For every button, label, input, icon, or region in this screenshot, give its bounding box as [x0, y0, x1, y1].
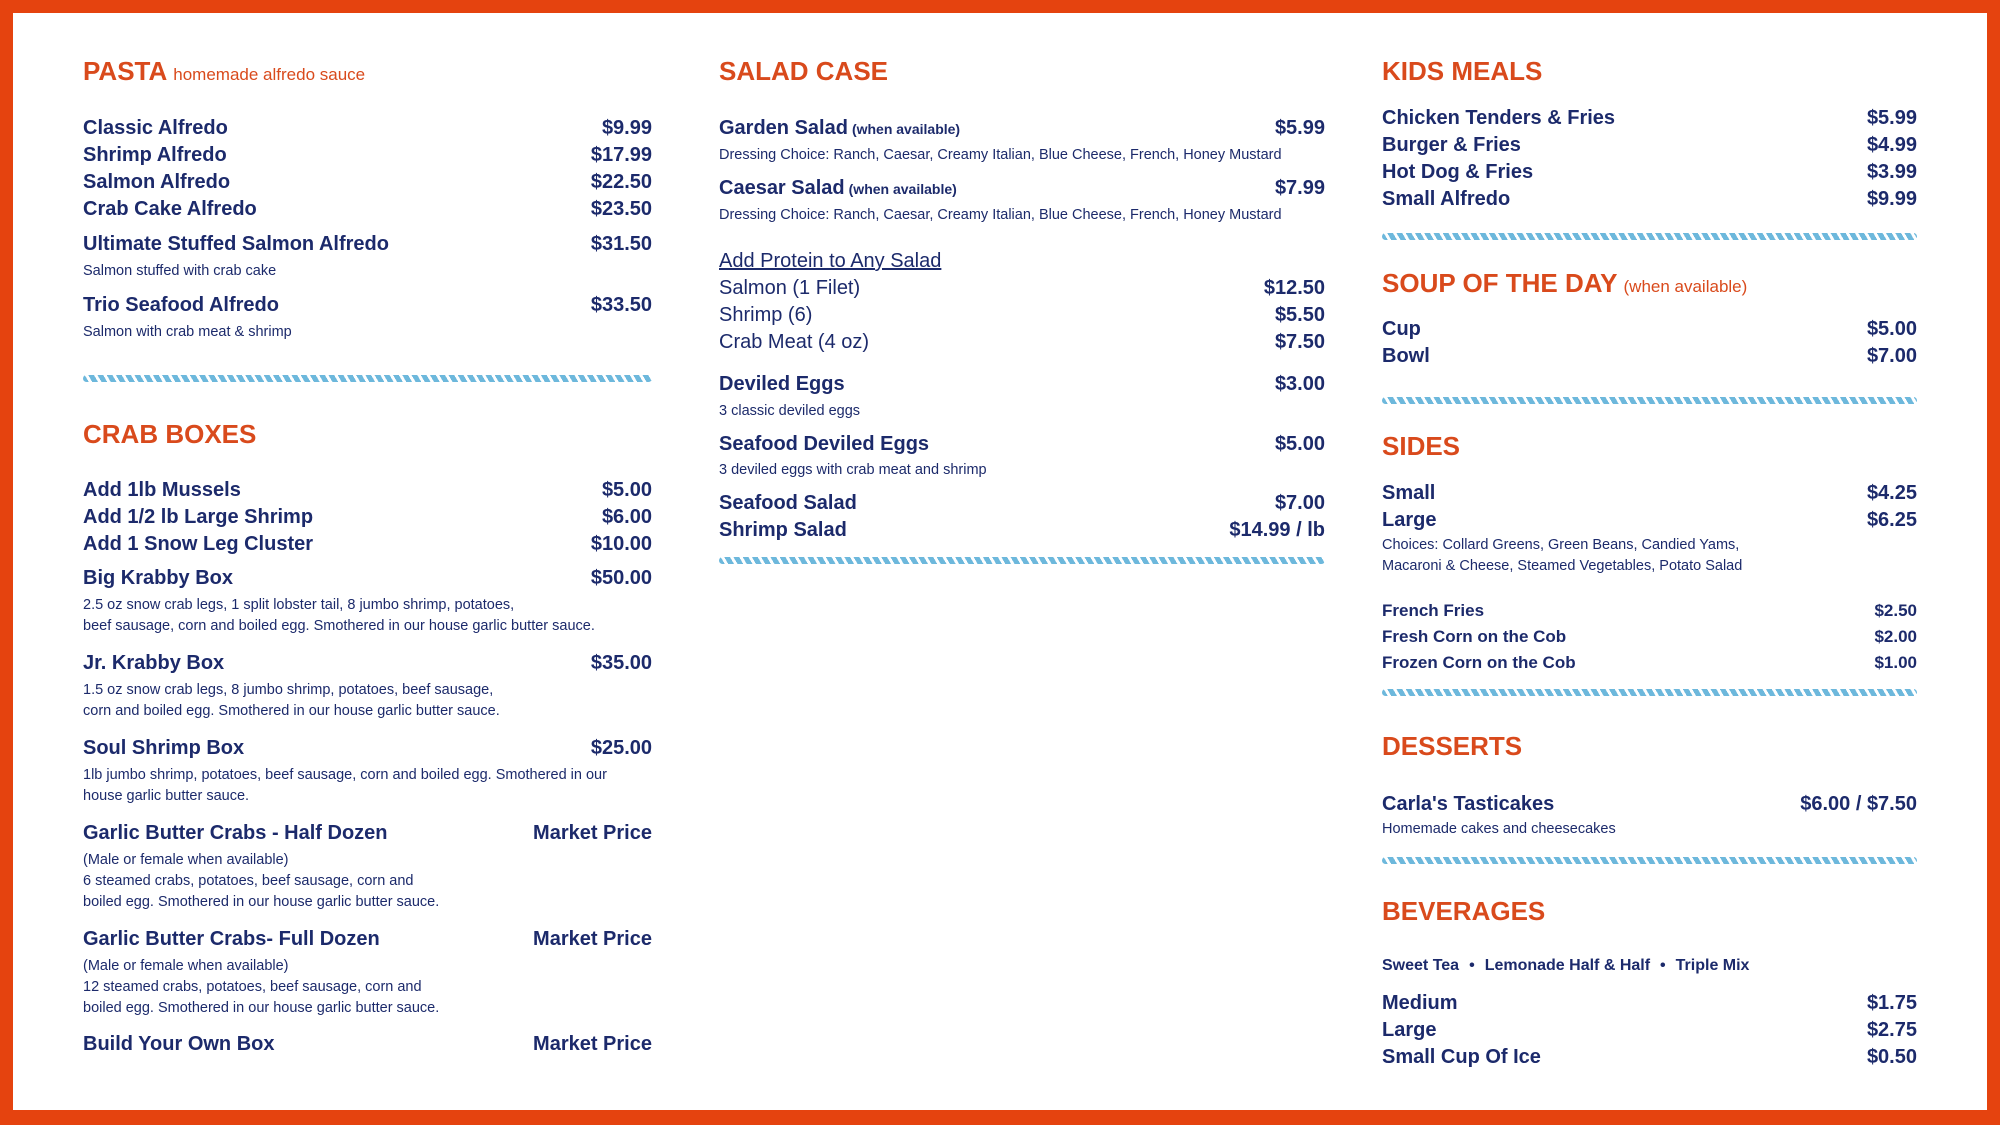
item-price: $3.99	[1866, 161, 1917, 183]
item-price: $6.00 / $7.50	[1800, 793, 1917, 815]
item-name: Large	[1382, 509, 1437, 531]
soup-title: SOUP OF THE DAY	[1382, 268, 1618, 298]
kids-meals-heading: KIDS MEALS	[1382, 56, 1543, 86]
item-description: corn and boiled egg. Smothered in our house garlic butter sauce.	[83, 703, 500, 719]
soup-subtitle: (when available)	[1623, 277, 1748, 296]
item-price: $35.00	[590, 652, 652, 674]
item-name: Shrimp Alfredo	[83, 144, 227, 166]
item-name: Carla's Tasticakes	[1382, 793, 1555, 815]
item-name: Jr. Krabby Box	[83, 652, 225, 674]
bullet-separator: •	[1469, 957, 1475, 974]
item-price: Market Price	[533, 822, 652, 844]
item-price: $4.25	[1866, 482, 1917, 504]
crab-boxes-heading: CRAB BOXES	[83, 419, 257, 449]
item-description: Homemade cakes and cheesecakes	[1382, 821, 1616, 837]
menu-item	[83, 1031, 652, 1057]
item-description: 12 steamed crabs, potatoes, beef sausage, corn and	[83, 979, 422, 995]
item-name: Add 1 Snow Leg Cluster	[83, 533, 314, 555]
item-price: $4.99	[1866, 134, 1917, 156]
soup-heading	[1382, 267, 1917, 303]
item-name: French Fries	[1382, 601, 1485, 620]
item-description: Dressing Choice: Ranch, Caesar, Creamy Italian, Blue Cheese, French, Honey Mustard	[719, 147, 1282, 163]
menu-item	[719, 175, 1325, 202]
menu-item	[83, 735, 652, 761]
pasta-title: PASTA	[83, 56, 168, 86]
item-description: beef sausage, corn and boiled egg. Smothered in our house garlic butter sauce.	[83, 618, 595, 634]
menu-item	[83, 504, 652, 530]
item-name: Classic Alfredo	[83, 117, 228, 139]
menu-item	[1382, 159, 1917, 185]
item-description: (Male or female when available)	[83, 958, 289, 974]
sides-choices: Macaroni & Cheese, Steamed Vegetables, Potato Salad	[1382, 558, 1743, 574]
sides-heading: SIDES	[1382, 431, 1461, 461]
item-tag: (when available)	[851, 121, 961, 137]
item-description: house garlic butter sauce.	[83, 788, 250, 804]
menu-item	[83, 477, 652, 503]
item-price: $22.50	[590, 171, 652, 193]
item-tag: (when available)	[848, 181, 957, 197]
menu-item	[83, 565, 652, 591]
item-name: Build Your Own Box	[83, 1033, 275, 1055]
beverages-heading: BEVERAGES	[1382, 896, 1546, 926]
item-price: $7.00	[1274, 492, 1325, 514]
protein-heading: Add Protein to Any Salad	[719, 250, 942, 272]
item-name: Deviled Eggs	[719, 373, 845, 395]
menu-item	[1382, 316, 1917, 342]
item-name: Ultimate Stuffed Salmon Alfredo	[83, 233, 389, 255]
menu-item	[83, 231, 652, 257]
item-name: Small	[1382, 482, 1436, 504]
item-price: $7.00	[1866, 345, 1917, 367]
item-name: Small Cup Of Ice	[1382, 1046, 1541, 1068]
item-price: $2.50	[1874, 601, 1917, 620]
menu-item	[83, 292, 652, 318]
item-price: $23.50	[590, 198, 652, 220]
item-description: (Male or female when available)	[83, 852, 289, 868]
item-price: $7.50	[1274, 331, 1325, 353]
beverage-flavor: Triple Mix	[1675, 957, 1750, 974]
menu-item	[83, 142, 652, 168]
item-description: 6 steamed crabs, potatoes, beef sausage, corn and	[83, 873, 414, 889]
item-description: boiled egg. Smothered in our house garlic butter sauce.	[83, 894, 440, 910]
item-description: Dressing Choice: Ranch, Caesar, Creamy Italian, Blue Cheese, French, Honey Mustard	[719, 207, 1282, 223]
item-name: Salmon Alfredo	[83, 171, 231, 193]
menu-item	[1382, 480, 1917, 506]
item-name: Caesar Salad	[719, 177, 845, 199]
item-price: $6.00	[601, 506, 652, 528]
item-price: $50.00	[590, 567, 652, 589]
item-price: $14.99 / lb	[1229, 519, 1325, 541]
menu-item	[1382, 343, 1917, 369]
item-price: $9.99	[601, 117, 652, 139]
beverage-flavor: Sweet Tea	[1382, 957, 1460, 974]
item-name: Crab Meat (4 oz)	[719, 331, 870, 353]
item-name: Medium	[1382, 992, 1458, 1014]
menu-item	[719, 115, 1325, 142]
section-divider	[1382, 689, 1917, 696]
desserts-heading: DESSERTS	[1382, 731, 1523, 761]
menu-item	[719, 517, 1325, 543]
item-price: $2.75	[1866, 1019, 1917, 1041]
item-price: Market Price	[533, 928, 652, 950]
bullet-separator: •	[1660, 957, 1666, 974]
item-description: Salmon with crab meat & shrimp	[83, 324, 292, 340]
item-name: Shrimp (6)	[719, 304, 813, 326]
item-name: Garden Salad	[719, 117, 848, 139]
item-price: $5.99	[1866, 107, 1917, 129]
menu-item	[83, 820, 652, 846]
menu-item	[719, 490, 1325, 516]
item-name: Seafood Deviled Eggs	[719, 433, 930, 455]
menu-item	[1382, 624, 1917, 650]
menu-item	[83, 926, 652, 952]
item-price: $1.00	[1874, 653, 1917, 672]
item-name: Soul Shrimp Box	[83, 737, 245, 759]
item-name: Add 1/2 lb Large Shrimp	[83, 506, 314, 528]
item-name: Salmon (1 Filet)	[719, 277, 861, 299]
menu-item	[719, 302, 1325, 328]
item-name: Trio Seafood Alfredo	[83, 294, 279, 316]
item-name: Small Alfredo	[1382, 188, 1511, 210]
menu-item	[1382, 186, 1917, 212]
item-description: Salmon stuffed with crab cake	[83, 263, 277, 279]
menu-item	[1382, 132, 1917, 158]
menu-column-middle	[719, 13, 1325, 1110]
item-price: $5.00	[1274, 433, 1325, 455]
pasta-heading	[83, 55, 652, 91]
menu-item	[1382, 791, 1917, 817]
sides-choices: Choices: Collard Greens, Green Beans, Candied Yams,	[1382, 537, 1740, 553]
menu-item	[83, 531, 652, 557]
item-price: $10.00	[590, 533, 652, 555]
item-price: $0.50	[1866, 1046, 1917, 1068]
item-name: Big Krabby Box	[83, 567, 234, 589]
item-description: 3 classic deviled eggs	[719, 403, 861, 419]
item-description: 1lb jumbo shrimp, potatoes, beef sausage, corn and boiled egg. Smothered in our	[83, 767, 607, 783]
pasta-subtitle: homemade alfredo sauce	[173, 65, 366, 84]
item-price: $3.00	[1274, 373, 1325, 395]
item-name: Add 1lb Mussels	[83, 479, 241, 501]
item-description: 1.5 oz snow crab legs, 8 jumbo shrimp, potatoes, beef sausage,	[83, 682, 494, 698]
beverage-flavor: Lemonade Half & Half	[1484, 957, 1651, 974]
item-price: $6.25	[1866, 509, 1917, 531]
menu-item	[83, 196, 652, 222]
item-description: boiled egg. Smothered in our house garlic butter sauce.	[83, 1000, 440, 1016]
item-price: Market Price	[533, 1033, 652, 1055]
item-name: Large	[1382, 1019, 1437, 1041]
section-divider	[1382, 397, 1917, 404]
item-name: Cup	[1382, 318, 1421, 340]
item-name: Garlic Butter Crabs - Half Dozen	[83, 822, 388, 844]
item-description: 2.5 oz snow crab legs, 1 split lobster tail, 8 jumbo shrimp, potatoes,	[83, 597, 515, 613]
item-name: Bowl	[1382, 345, 1430, 367]
item-price: $25.00	[590, 737, 652, 759]
menu-column-left	[83, 13, 652, 1110]
item-price: $7.99	[1274, 177, 1325, 199]
item-price: $31.50	[590, 233, 652, 255]
item-name: Shrimp Salad	[719, 519, 847, 541]
menu-item	[1382, 105, 1917, 131]
menu-column-right	[1382, 13, 1917, 1110]
salad-case-heading: SALAD CASE	[719, 56, 889, 86]
menu-item	[1382, 598, 1917, 624]
item-price: $12.50	[1263, 277, 1325, 299]
menu-item	[83, 169, 652, 195]
item-name: Seafood Salad	[719, 492, 857, 514]
item-name: Fresh Corn on the Cob	[1382, 627, 1567, 646]
item-name: Garlic Butter Crabs- Full Dozen	[83, 928, 380, 950]
item-price: $1.75	[1866, 992, 1917, 1014]
item-price: $5.00	[1866, 318, 1917, 340]
menu-item	[719, 329, 1325, 355]
menu-item	[1382, 650, 1917, 676]
item-price: $5.00	[601, 479, 652, 501]
item-price: $2.00	[1874, 627, 1917, 646]
item-price: $9.99	[1866, 188, 1917, 210]
item-price: $17.99	[590, 144, 652, 166]
item-name: Crab Cake Alfredo	[83, 198, 257, 220]
section-divider	[1382, 857, 1917, 864]
item-name: Burger & Fries	[1382, 134, 1521, 156]
item-price: $5.99	[1274, 117, 1325, 139]
menu-item	[83, 115, 652, 141]
menu-item	[1382, 507, 1917, 533]
item-description: 3 deviled eggs with crab meat and shrimp	[719, 462, 987, 478]
item-price: $33.50	[590, 294, 652, 316]
menu-item	[719, 275, 1325, 301]
menu-item	[1382, 1044, 1917, 1070]
item-name: Hot Dog & Fries	[1382, 161, 1534, 183]
item-name: Chicken Tenders & Fries	[1382, 107, 1616, 129]
section-divider	[83, 375, 652, 382]
item-price: $5.50	[1274, 304, 1325, 326]
menu-board	[13, 13, 1987, 1110]
section-divider	[1382, 233, 1917, 240]
section-divider	[719, 557, 1325, 564]
beverage-flavors	[1382, 957, 1749, 975]
menu-item	[83, 650, 652, 676]
item-name: Frozen Corn on the Cob	[1382, 653, 1576, 672]
menu-item	[719, 371, 1325, 397]
menu-item	[1382, 990, 1917, 1016]
menu-item	[719, 431, 1325, 457]
menu-item	[1382, 1017, 1917, 1043]
